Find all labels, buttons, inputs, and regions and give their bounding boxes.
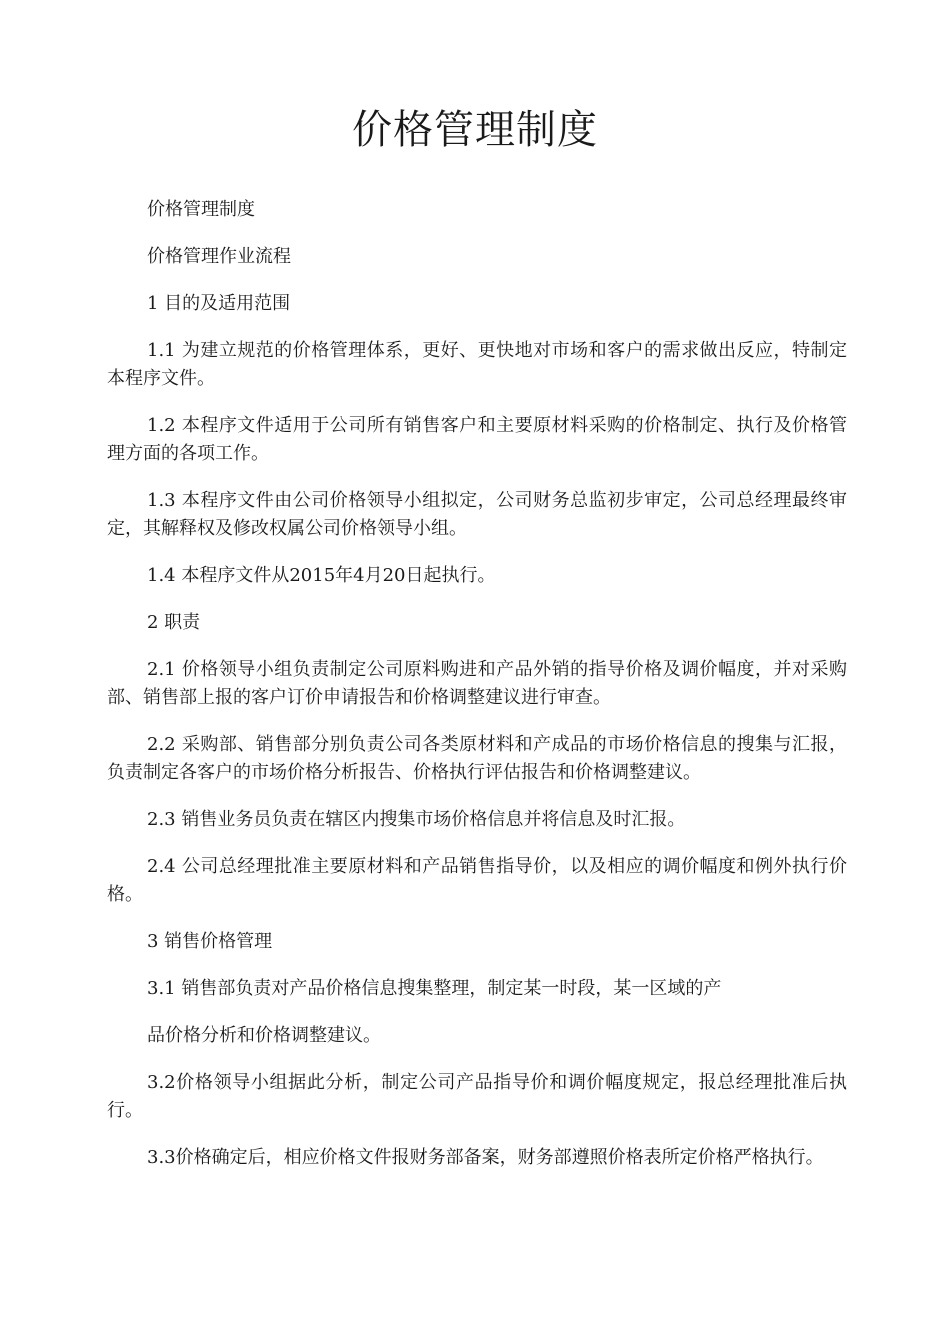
paragraph: 2.3 销售业务员负责在辖区内搜集市场价格信息并将信息及时汇报。: [147, 809, 686, 830]
paragraph: 3.2价格领导小组据此分析，制定公司产品指导价和调价幅度规定，报总经理批准后执行。: [107, 1072, 847, 1121]
section-heading: 1 目的及适用范围: [147, 293, 291, 314]
paragraph: 品价格分析和价格调整建议。: [147, 1025, 381, 1046]
paragraph: 3.3价格确定后，相应价格文件报财务部备案，财务部遵照价格表所定价格严格执行。: [147, 1147, 824, 1168]
paragraph: 1.4 本程序文件从2015年4月20日起执行。: [147, 565, 496, 586]
paragraph: 2.4 公司总经理批准主要原材料和产品销售指导价，以及相应的调价幅度和例外执行价格。: [107, 856, 847, 905]
paragraph: 2.2 采购部、销售部分别负责公司各类原材料和产成品的市场价格信息的搜集与汇报，负责制定各客户的市场价格分析报告、价格执行评估报告和价格调整建议。: [107, 734, 847, 783]
paragraph: 1.2 本程序文件适用于公司所有销售客户和主要原材料采购的价格制定、执行及价格管理方面的各项工作。: [107, 415, 847, 464]
paragraph: 3.1 销售部负责对产品价格信息搜集整理，制定某一时段，某一区域的产: [147, 978, 722, 999]
document-title: 价格管理制度: [352, 107, 598, 153]
paragraph: 价格管理作业流程: [147, 246, 291, 267]
paragraph: 价格管理制度: [147, 199, 255, 220]
section-heading: 2 职责: [147, 612, 201, 633]
section-heading: 3 销售价格管理: [147, 931, 273, 952]
paragraph: 1.3 本程序文件由公司价格领导小组拟定，公司财务总监初步审定，公司总经理最终审定，其解释权及修改权属公司价格领导小组。: [107, 490, 847, 539]
document-body: [107, 196, 847, 1191]
paragraph: 1.1 为建立规范的价格管理体系，更好、更快地对市场和客户的需求做出反应，特制定本程序文件。: [107, 340, 847, 389]
paragraph: 2.1 价格领导小组负责制定公司原料购进和产品外销的指导价格及调价幅度，并对采购部、销售部上报的客户订价申请报告和价格调整建议进行审查。: [107, 659, 847, 708]
